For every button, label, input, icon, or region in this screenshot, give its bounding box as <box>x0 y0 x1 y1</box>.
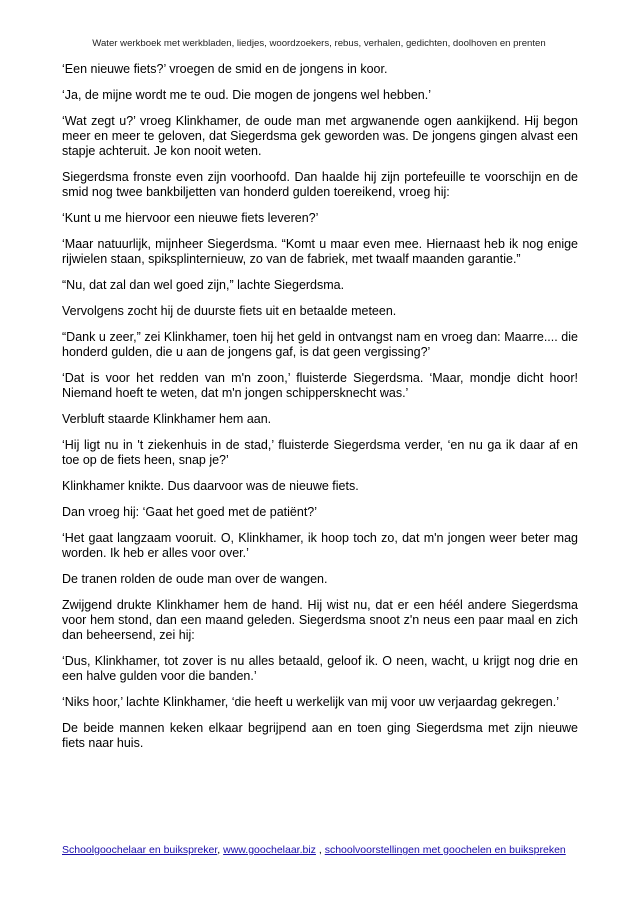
paragraph: ‘Dus, Klinkhamer, tot zover is nu alles betaald, geloof ik. O neen, wacht, u krijgt nog drie en een halve gulden voor die banden.’ <box>62 654 578 683</box>
footer-link-schoolgoochelaar[interactable]: Schoolgoochelaar en buikspreker <box>62 844 218 856</box>
paragraph: ‘Ja, de mijne wordt me te oud. Die mogen de jongens wel hebben.’ <box>62 88 431 102</box>
paragraph: Klinkhamer knikte. Dus daarvoor was de nieuwe fiets. <box>62 479 359 493</box>
paragraph: ‘Een nieuwe fiets?’ vroegen de smid en de jongens in koor. <box>62 62 388 76</box>
footer-link-website[interactable]: www.goochelaar.biz <box>223 844 316 856</box>
paragraph: ‘Wat zegt u?’ vroeg Klinkhamer, de oude man met argwanende ogen aankijkend. Hij begon meer en meer te geloven, dat Siegerdsma gek geworden was. De jongens gingen alvast een stapje achteruit. Je kon nooit weten. <box>62 114 578 158</box>
paragraph: ‘Het gaat langzaam vooruit. O, Klinkhamer, ik hoop toch zo, dat m'n jongen weer beter mag worden. Ik heb er alles voor over.’ <box>62 531 578 560</box>
paragraph: “Dank u zeer,” zei Klinkhamer, toen hij het geld in ontvangst nam en vroeg dan: Maarre.... die honderd gulden, die u aan de jongens gaf, is dat geen vergissing?’ <box>62 330 578 359</box>
paragraph: ‘Maar natuurlijk, mijnheer Siegerdsma. “Komt u maar even mee. Hiernaast heb ik nog enige rijwielen staan, spiksplinternieuw, zo van de fabriek, met twaalf maanden garantie.” <box>62 237 578 266</box>
page-footer <box>62 844 582 856</box>
paragraph: ‘Kunt u me hiervoor een nieuwe fiets leveren?’ <box>62 211 319 225</box>
footer-separator: , <box>217 844 224 856</box>
paragraph: Siegerdsma fronste even zijn voorhoofd. Dan haalde hij zijn portefeuille te voorschijn en de smid nog twee bankbiljetten van honderd gulden toereikend, vroeg hij: <box>62 170 578 199</box>
story-text <box>62 62 578 762</box>
paragraph: De tranen rolden de oude man over de wangen. <box>62 572 328 586</box>
paragraph: Verbluft staarde Klinkhamer hem aan. <box>62 412 272 426</box>
footer-link-schoolvoorstellingen[interactable]: schoolvoorstellingen met goochelen en buikspreken <box>324 844 566 856</box>
paragraph: Vervolgens zocht hij de duurste fiets uit en betaalde meteen. <box>62 304 397 318</box>
paragraph: Dan vroeg hij: ‘Gaat het goed met de patiënt?’ <box>62 505 318 519</box>
paragraph: Zwijgend drukte Klinkhamer hem de hand. Hij wist nu, dat er een héél andere Siegerdsma voor hem stond, dan een maand geleden. Siegerdsma snoot z'n neus een paar maal en zich dan beheersend, zei hij: <box>62 598 578 642</box>
paragraph: ‘Niks hoor,’ lachte Klinkhamer, ‘die heeft u werkelijk van mij voor uw verjaardag gekregen.’ <box>62 695 559 709</box>
paragraph: De beide mannen keken elkaar begrijpend aan en toen ging Siegerdsma met zijn nieuwe fiets naar huis. <box>62 721 578 750</box>
page-header: Water werkboek met werkbladen, liedjes, woordzoekers, rebus, verhalen, gedichten, doolhoven en prenten <box>92 38 546 49</box>
paragraph: ‘Dat is voor het redden van m'n zoon,’ fluisterde Siegerdsma. ‘Maar, mondje dicht hoor! Niemand hoeft te weten, dat m'n jongen schippersknecht was.’ <box>62 371 578 400</box>
paragraph: ‘Hij ligt nu in 't ziekenhuis in de stad,’ fluisterde Siegerdsma verder, ‘en nu ga ik daar af en toe op de fiets heen, snap je?’ <box>62 438 578 467</box>
paragraph: “Nu, dat zal dan wel goed zijn,” lachte Siegerdsma. <box>62 278 345 292</box>
footer-separator: , <box>315 844 325 856</box>
